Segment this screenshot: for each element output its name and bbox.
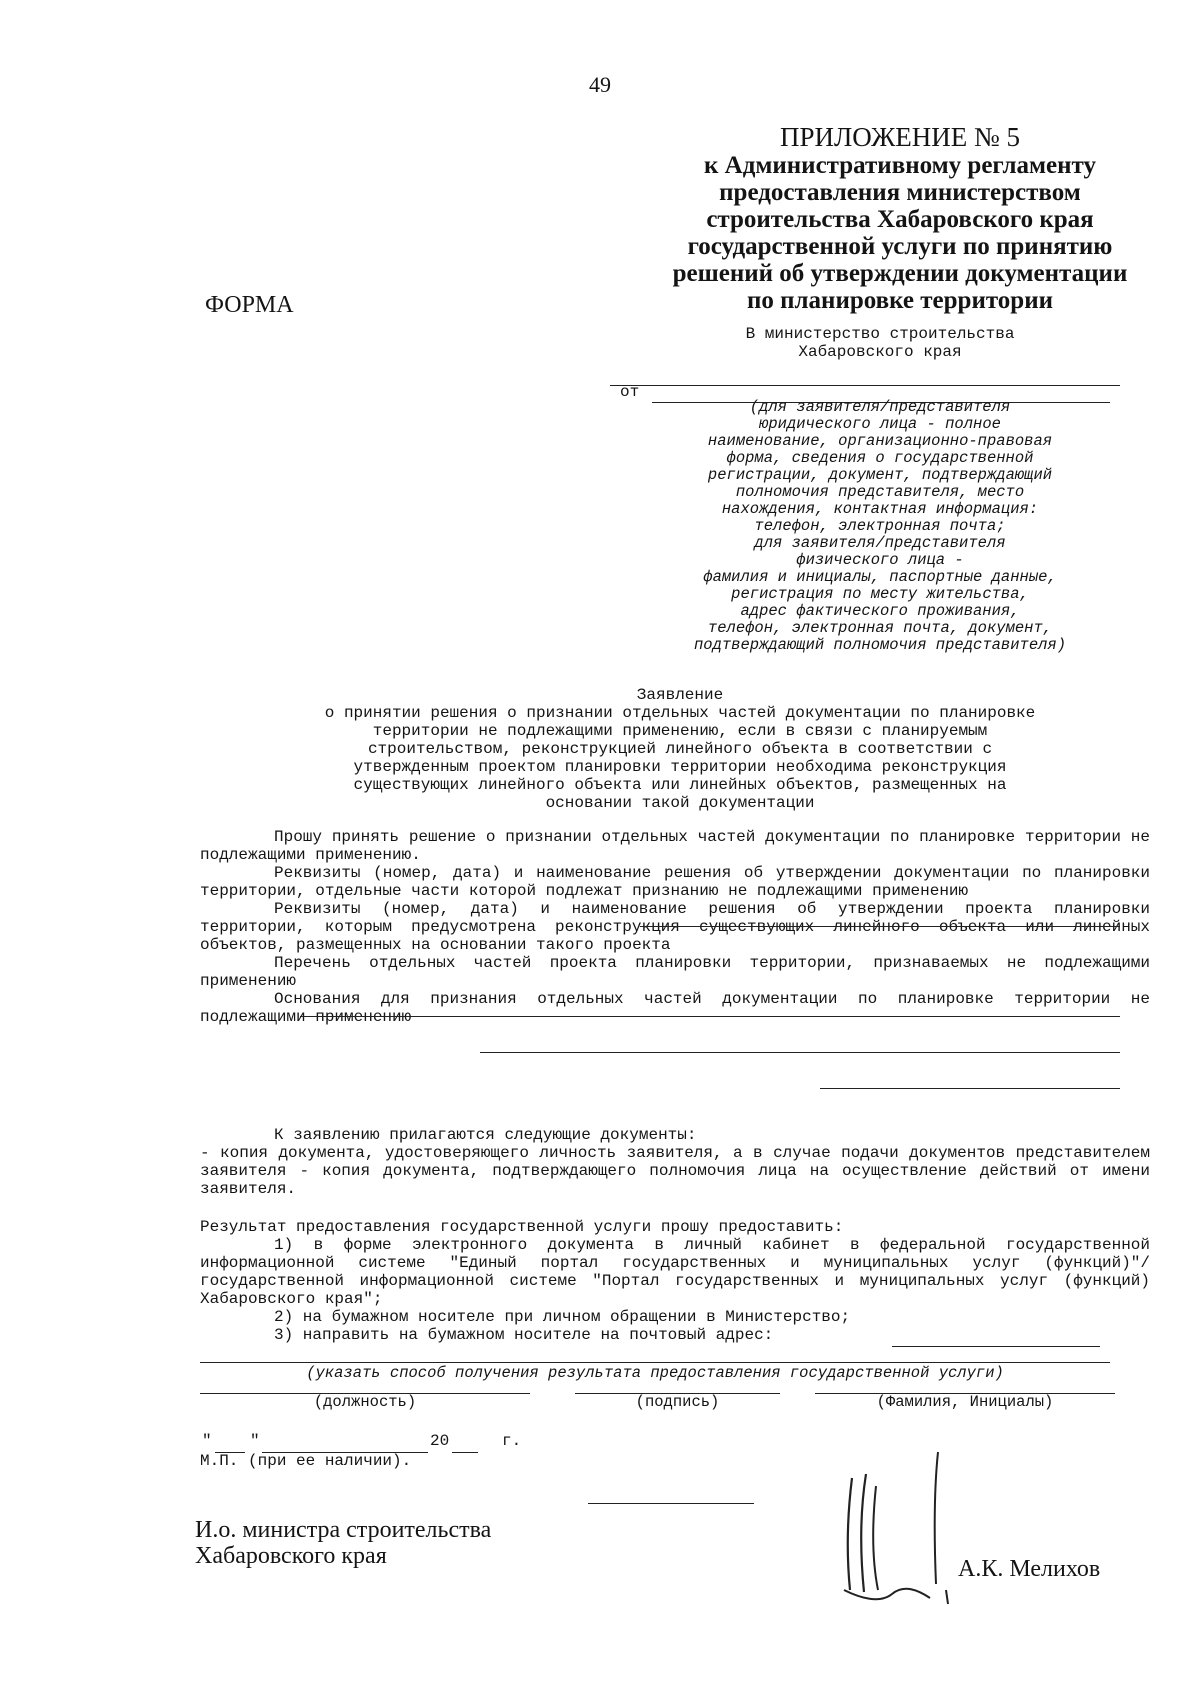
decision-details-paragraph: Реквизиты (номер, дата) и наименование решения об утверждении документации по планировки территории, отдельные части которой подлежат признанию не подлежащими применению	[200, 864, 1150, 900]
date-quote-close: "	[250, 1432, 260, 1450]
official-title-line: И.о. министра строительства	[195, 1517, 492, 1543]
caption-line: физического лица -	[796, 551, 964, 569]
signature-caption: (подпись)	[635, 1393, 720, 1411]
caption-line: юридического лица - полное	[759, 415, 1001, 433]
addressee-line: В министерство строительства	[745, 325, 1015, 343]
statement-heading: Заявление	[636, 686, 724, 704]
date-year-suffix: г.	[502, 1432, 522, 1450]
official-name: А.К. Мелихов	[958, 1556, 1101, 1582]
appendix-line: по планировке территории	[746, 287, 1054, 314]
result-option-paper-in-person: 2) на бумажном носителе при личном обращении в Министерство;	[274, 1308, 851, 1326]
statement-title	[210, 686, 1150, 812]
decision-details-fill-line[interactable]	[640, 926, 1120, 927]
project-details-fill-line[interactable]	[300, 1016, 1120, 1017]
grounds-fill-line[interactable]	[820, 1088, 1120, 1089]
caption-line: (для заявителя/представителя	[749, 398, 1011, 416]
postal-address-fill-line[interactable]	[892, 1346, 1100, 1347]
caption-line: регистрация по месту жительства,	[731, 585, 1029, 603]
attachments-intro: К заявлению прилагаются следующие документы:	[274, 1126, 697, 1144]
date-century: 20	[430, 1432, 450, 1450]
statement-body	[200, 828, 1150, 1026]
statement-subject-line: строительством, реконструкцией линейного объекта в соответствии с	[367, 740, 993, 758]
appendix-heading	[630, 122, 1170, 314]
statement-subject-line: о принятии решения о признании отдельных частей документации по планировке	[324, 704, 1036, 722]
date-quote-open: "	[202, 1432, 212, 1450]
result-option-electronic: 1) в форме электронного документа в личный кабинет в федеральной государственной информационной системе "Единый портал государственных и муниципальных услуг (функций)"/государственной информационной системе "Портал государственных и муниципальных услуг (функций) Хабаровского края";	[200, 1236, 1150, 1308]
name-caption: (Фамилия, Инициалы)	[876, 1393, 1054, 1411]
handwritten-signature	[830, 1440, 970, 1610]
result-intro: Результат предоставления государственной услуги прошу предоставить:	[200, 1218, 844, 1236]
page-number: 49	[589, 72, 611, 97]
method-fill-line[interactable]	[200, 1362, 1110, 1363]
parts-list-fill-line[interactable]	[480, 1052, 1120, 1053]
request-paragraph: Прошу принять решение о признании отдельных частей документации по планировке территории не подлежащими применению.	[200, 828, 1150, 864]
parts-list-paragraph: Перечень отдельных частей проекта планировки территории, признаваемых не подлежащими применению	[200, 954, 1150, 990]
statement-subject-line: утвержденным проектом планировки территории необходима реконструкция	[353, 758, 1007, 776]
project-details-paragraph: Реквизиты (номер, дата) и наименование решения об утверждении проекта планировки территории, которым предусмотрена реконструкция существующих линейного объекта или линейных объектов, размещенных на основании такого проекта	[200, 900, 1150, 954]
caption-line: фамилия и инициалы, паспортные данные,	[703, 568, 1057, 586]
caption-line: форма, сведения о государственной	[726, 449, 1034, 467]
statement-subject-line: существующих линейного объекта или линейных объектов, размещенных на	[353, 776, 1007, 794]
caption-line: нахождения, контактная информация:	[721, 500, 1039, 518]
from-top-rule	[610, 385, 1120, 386]
appendix-line: к Административному регламенту	[703, 152, 1097, 179]
appendix-line: строительства Хабаровского края	[706, 206, 1094, 233]
appendix-title: ПРИЛОЖЕНИЕ № 5	[779, 122, 1021, 152]
from-label: от	[620, 383, 640, 401]
caption-line: телефон, электронная почта;	[754, 517, 1006, 535]
caption-line: полномочия представителя, место	[735, 483, 1025, 501]
addressee-line: Хабаровского края	[798, 343, 962, 361]
caption-line: для заявителя/представителя	[754, 534, 1006, 552]
attachment-item: - копия документа, удостоверяющего личность заявителя, а в случае подачи документов представителем заявителя - копия документа, подтверждающего полномочия лица на осуществление действий от имени заявителя.	[200, 1144, 1150, 1198]
year-fill-line[interactable]	[452, 1452, 478, 1453]
official-title	[195, 1517, 491, 1569]
separator-rule	[588, 1503, 754, 1504]
stamp-note: М.П. (при ее наличии).	[200, 1452, 412, 1470]
caption-line: адрес фактического проживания,	[740, 602, 1020, 620]
result-option-paper-mail: 3) направить на бумажном носителе на почтовый адрес:	[274, 1326, 774, 1344]
appendix-line: предоставления министерством	[719, 179, 1081, 206]
position-caption: (должность)	[313, 1393, 417, 1411]
official-title-line: Хабаровского края	[195, 1543, 387, 1569]
caption-line: подтверждающий полномочия представителя)	[693, 636, 1067, 654]
attachments-block	[200, 1126, 1150, 1198]
statement-subject-line: территории не подлежащими применению, если в связи с планируемым	[372, 722, 988, 740]
appendix-line: решений об утверждении документации	[672, 260, 1128, 287]
grounds-paragraph: Основания для признания отдельных частей документации по планировке территории не подлежащими применению	[200, 990, 1150, 1026]
appendix-line: государственной услуги по принятию	[687, 233, 1113, 260]
result-block	[200, 1218, 1150, 1344]
statement-subject-line: основании такой документации	[545, 794, 815, 812]
method-caption: (указать способ получения результата предоставления государственной услуги)	[306, 1364, 1004, 1382]
caption-line: наименование, организационно-правовая	[707, 432, 1053, 450]
addressee-block	[680, 325, 1080, 361]
applicant-caption	[640, 399, 1120, 654]
caption-line: регистрации, документ, подтверждающий	[707, 466, 1053, 484]
form-label: ФОРМА	[205, 292, 294, 318]
caption-line: телефон, электронная почта, документ,	[707, 619, 1053, 637]
